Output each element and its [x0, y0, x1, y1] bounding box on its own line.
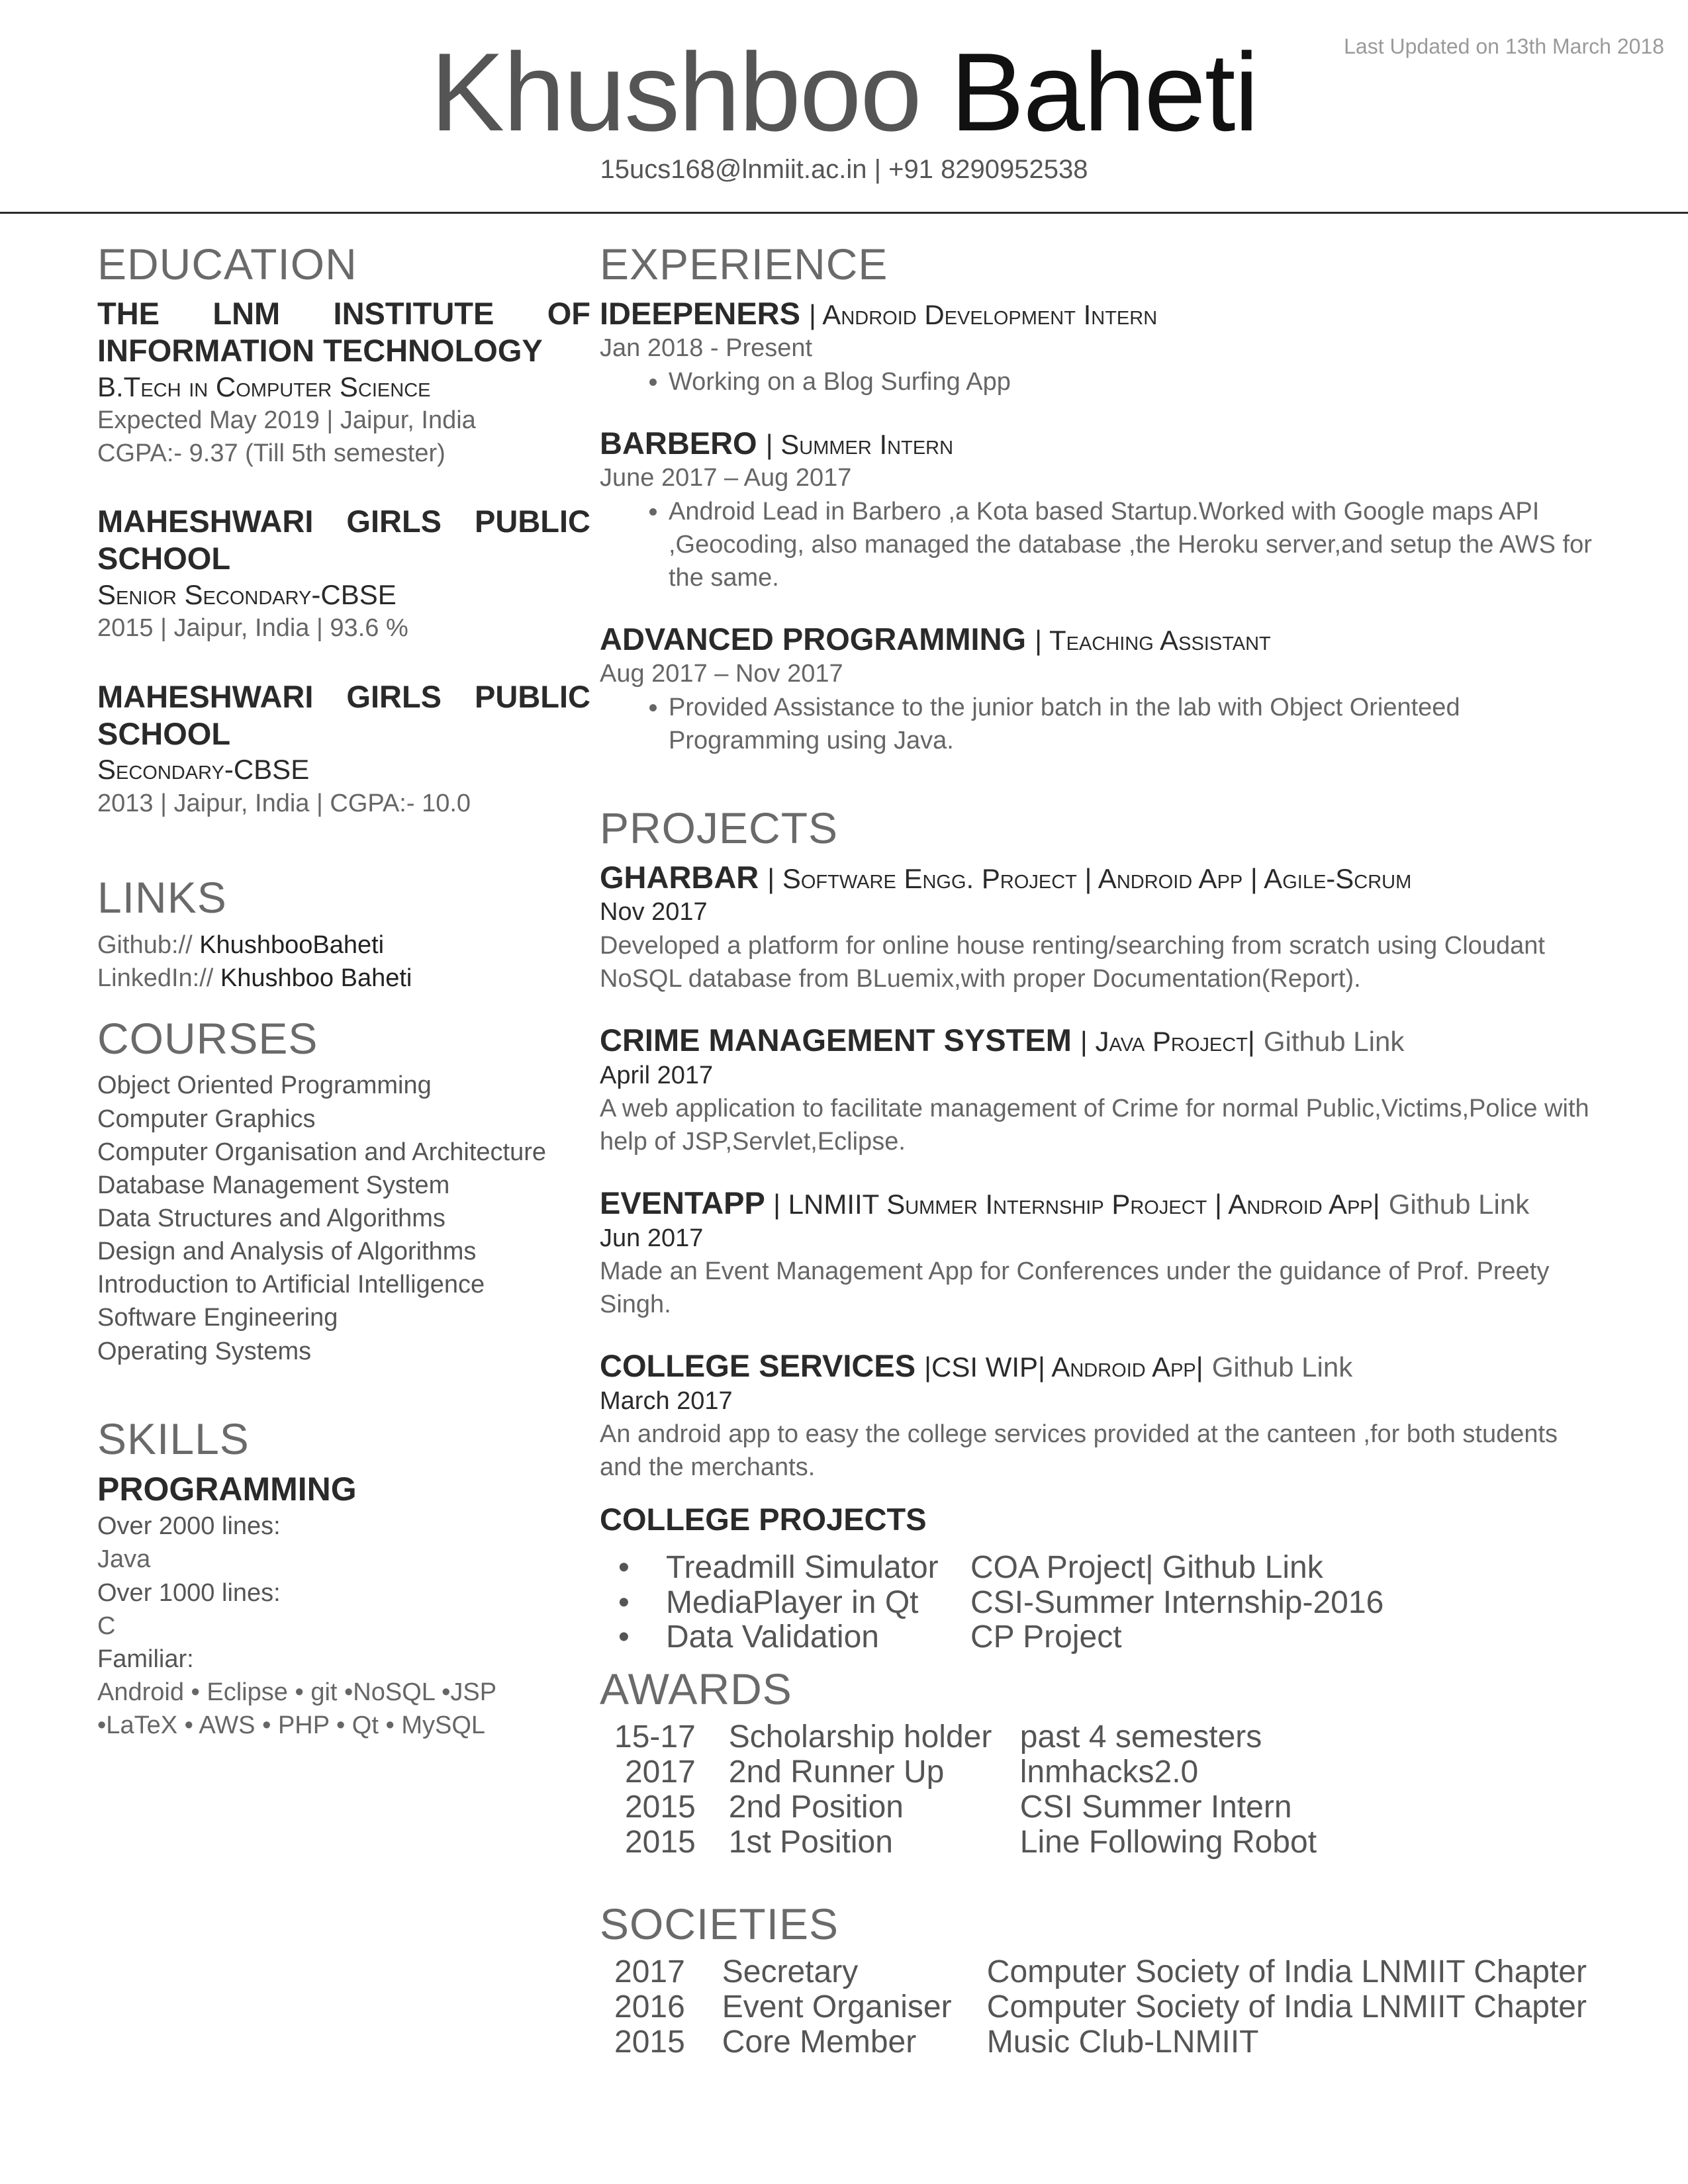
- degree: Secondary-CBSE: [97, 754, 310, 786]
- society-year: 2017: [614, 1954, 685, 1990]
- society-org: Music Club-LNMIIT: [986, 2024, 1259, 2060]
- awards-table: [614, 1720, 1317, 1860]
- course-item: Introduction to Artificial Intelligence: [97, 1271, 485, 1299]
- first-name: Khushboo: [430, 30, 921, 154]
- award-year: 2015: [624, 1824, 696, 1860]
- left-column: [97, 240, 590, 1742]
- award-title: Scholarship holder: [728, 1719, 992, 1755]
- award-title: 2nd Runner Up: [728, 1754, 945, 1790]
- project-name: EVENTAPP: [600, 1185, 765, 1221]
- project-name: CRIME MANAGEMENT SYSTEM: [600, 1023, 1072, 1058]
- table-row: [614, 1825, 1317, 1860]
- experience-heading: [600, 621, 1599, 658]
- project-heading: [600, 859, 1599, 896]
- table-row: [614, 1955, 1587, 1990]
- societies-table: [614, 1955, 1587, 2060]
- skill-value: Java: [97, 1545, 151, 1574]
- linkedin-link[interactable]: [97, 962, 590, 995]
- table-row: [614, 1790, 1317, 1825]
- table-row: [618, 1586, 1383, 1621]
- skills-title: SKILLS: [97, 1414, 250, 1463]
- project-date: April 2017: [600, 1061, 714, 1089]
- header-divider: [0, 212, 1688, 214]
- degree: Senior Secondary-CBSE: [97, 578, 397, 610]
- experience-item: [600, 295, 1599, 398]
- right-column: [600, 240, 1599, 2060]
- project-tags: | Java Project|: [1080, 1026, 1255, 1058]
- courses-list: [97, 1069, 590, 1367]
- link-label: LinkedIn://: [97, 964, 214, 993]
- education-item: [97, 503, 590, 645]
- project-description: Developed a platform for online house renting/searching from scratch using Cloudant NoSQL database from BLuemix,with proper Documentation(Report).: [600, 931, 1545, 993]
- project-date: March 2017: [600, 1387, 733, 1415]
- links-list: [97, 929, 590, 995]
- project-tags: | LNMIIT Summer Internship Project | Android App|: [773, 1189, 1380, 1220]
- project-item: [600, 1185, 1599, 1321]
- societies-title: SOCIETIES: [600, 1899, 839, 1949]
- society-role: Core Member: [722, 2024, 917, 2060]
- project-heading: [600, 1185, 1599, 1222]
- experience-org: BARBERO: [600, 425, 757, 461]
- society-org: Computer Society of India LNMIIT Chapter: [986, 1989, 1587, 2025]
- college-project-detail: CP Project: [970, 1619, 1122, 1655]
- github-link[interactable]: [97, 929, 590, 962]
- education-meta: 2013 | Jaipur, India | CGPA:- 10.0: [97, 789, 471, 817]
- skill-label: Familiar:: [97, 1645, 194, 1673]
- experience-org: ADVANCED PROGRAMMING: [600, 621, 1027, 657]
- table-row: [618, 1620, 1383, 1655]
- project-name: GHARBAR: [600, 860, 759, 895]
- experience-heading: [600, 425, 1599, 462]
- github-link[interactable]: Github Link: [1263, 1026, 1405, 1058]
- experience-item: [600, 621, 1599, 757]
- projects-title: PROJECTS: [600, 803, 839, 853]
- github-link[interactable]: Github Link: [1211, 1351, 1353, 1383]
- skill-label: Over 1000 lines:: [97, 1578, 281, 1607]
- contact-line: 15ucs168@lnmiit.ac.in | +91 8290952538: [600, 155, 1088, 184]
- award-title: 1st Position: [728, 1824, 893, 1860]
- awards-title: AWARDS: [600, 1664, 792, 1714]
- bullet: •: [618, 1584, 630, 1620]
- society-year: 2015: [614, 2024, 685, 2060]
- society-role: Event Organiser: [722, 1989, 952, 2025]
- award-year: 2015: [624, 1789, 696, 1825]
- experience-bullets: [600, 691, 1599, 757]
- skills-heading: PROGRAMMING: [97, 1470, 357, 1508]
- college-project-detail: COA Project| Github Link: [970, 1549, 1323, 1585]
- experience-org: IDEEPENERS: [600, 295, 800, 331]
- table-row: [614, 1990, 1587, 2025]
- table-row: [618, 1551, 1383, 1586]
- college-project-name: Data Validation: [666, 1619, 879, 1655]
- course-item: Software Engineering: [97, 1304, 338, 1332]
- project-item: [600, 1022, 1599, 1158]
- education-item: [97, 295, 590, 470]
- society-role: Secretary: [722, 1954, 859, 1990]
- experience-date: June 2017 – Aug 2017: [600, 464, 852, 492]
- college-projects-heading: COLLEGE PROJECTS: [600, 1502, 927, 1537]
- award-detail: CSI Summer Intern: [1019, 1789, 1292, 1825]
- links-title: LINKS: [97, 873, 227, 923]
- table-row: [614, 2025, 1587, 2060]
- education-meta: Expected May 2019 | Jaipur, India: [97, 406, 476, 435]
- bullet: •: [618, 1619, 630, 1655]
- award-year: 15-17: [614, 1719, 696, 1755]
- education-title: EDUCATION: [97, 240, 357, 289]
- project-item: [600, 1347, 1599, 1484]
- degree: B.Tech in Computer Science: [97, 371, 431, 402]
- link-label: Github://: [97, 931, 193, 960]
- award-detail: Line Following Robot: [1019, 1824, 1317, 1860]
- course-item: Data Structures and Algorithms: [97, 1205, 445, 1233]
- link-value[interactable]: Khushboo Baheti: [220, 964, 412, 993]
- project-description: Made an Event Management App for Conferences under the guidance of Prof. Preety Singh.: [600, 1257, 1550, 1319]
- last-updated-note: Last Updated on 13th March 2018: [1344, 34, 1664, 58]
- project-heading: [600, 1022, 1599, 1059]
- course-item: Object Oriented Programming: [97, 1071, 432, 1100]
- college-projects-table: [618, 1551, 1383, 1655]
- experience-bullet: • Android Lead in Barbero ,a Kota based Startup.Worked with Google maps API ,Geocoding, also managed the database ,the Heroku server,and setup the AWS for the same.: [669, 495, 1599, 594]
- skill-value: •LaTeX • AWS • PHP • Qt • MySQL: [97, 1711, 486, 1740]
- education-item: [97, 678, 590, 821]
- award-detail: lnmhacks2.0: [1019, 1754, 1199, 1790]
- college-project-name: Treadmill Simulator: [666, 1549, 939, 1585]
- project-description: An android app to easy the college services provided at the canteen ,for both students and the merchants.: [600, 1420, 1558, 1482]
- skill-value: Android • Eclipse • git •NoSQL •JSP: [97, 1678, 497, 1706]
- society-org: Computer Society of India LNMIIT Chapter: [986, 1954, 1587, 1990]
- courses-title: COURSES: [97, 1013, 318, 1063]
- award-detail: past 4 semesters: [1019, 1719, 1262, 1755]
- project-date: Jun 2017: [600, 1224, 704, 1252]
- project-tags: | Software Engg. Project | Android App | Agile-Scrum: [767, 863, 1412, 895]
- last-name: Baheti: [950, 30, 1258, 154]
- project-heading: [600, 1347, 1599, 1385]
- experience-date: Jan 2018 - Present: [600, 334, 813, 363]
- experience-bullet: • Provided Assistance to the junior batch in the lab with Object Orienteed Programming using Java.: [669, 691, 1599, 757]
- table-row: [614, 1755, 1317, 1790]
- course-item: Database Management System: [97, 1171, 450, 1199]
- course-item: Computer Organisation and Architecture: [97, 1138, 547, 1166]
- award-title: 2nd Position: [728, 1789, 904, 1825]
- project-date: Nov 2017: [600, 898, 708, 927]
- experience-role: | Teaching Assistant: [1035, 625, 1271, 657]
- experience-item: [600, 425, 1599, 594]
- table-row: [614, 1720, 1317, 1755]
- experience-heading: [600, 295, 1599, 332]
- experience-bullets: [600, 365, 1599, 398]
- award-year: 2017: [624, 1754, 696, 1790]
- experience-role: | Summer Intern: [765, 428, 954, 460]
- society-year: 2016: [614, 1989, 685, 2025]
- course-item: Computer Graphics: [97, 1105, 316, 1133]
- education-meta: 2015 | Jaipur, India | 93.6 %: [97, 614, 408, 643]
- github-link[interactable]: Github Link: [1388, 1189, 1530, 1220]
- project-name: COLLEGE SERVICES: [600, 1348, 916, 1384]
- resume-name: [0, 30, 1688, 154]
- project-tags: |CSI WIP| Android App|: [924, 1351, 1203, 1383]
- experience-title: EXPERIENCE: [600, 240, 888, 289]
- college-project-name: MediaPlayer in Qt: [666, 1584, 919, 1620]
- skill-value: C: [97, 1612, 116, 1640]
- bullet: •: [618, 1549, 630, 1585]
- education-cgpa: CGPA:- 9.37 (Till 5th semester): [97, 439, 445, 467]
- project-description: A web application to facilitate management of Crime for normal Public,Victims,Police with help of JSP,Servlet,Eclipse.: [600, 1094, 1589, 1156]
- experience-bullets: [600, 495, 1599, 594]
- institution-name: MAHESHWARI GIRLS PUBLIC SCHOOL: [97, 503, 590, 576]
- experience-bullet: • Working on a Blog Surfing App: [669, 365, 1599, 398]
- course-item: Operating Systems: [97, 1337, 312, 1365]
- skill-label: Over 2000 lines:: [97, 1512, 281, 1541]
- course-item: Design and Analysis of Algorithms: [97, 1238, 477, 1266]
- college-project-detail: CSI-Summer Internship-2016: [970, 1584, 1384, 1620]
- institution-name: MAHESHWARI GIRLS PUBLIC SCHOOL: [97, 678, 590, 752]
- experience-date: Aug 2017 – Nov 2017: [600, 660, 843, 688]
- link-value[interactable]: KhushbooBaheti: [199, 931, 385, 960]
- institution-name: THE LNM INSTITUTE OF INFORMATION TECHNOLOGY: [97, 295, 590, 369]
- experience-role: | Android Development Intern: [809, 298, 1158, 330]
- project-item: [600, 859, 1599, 995]
